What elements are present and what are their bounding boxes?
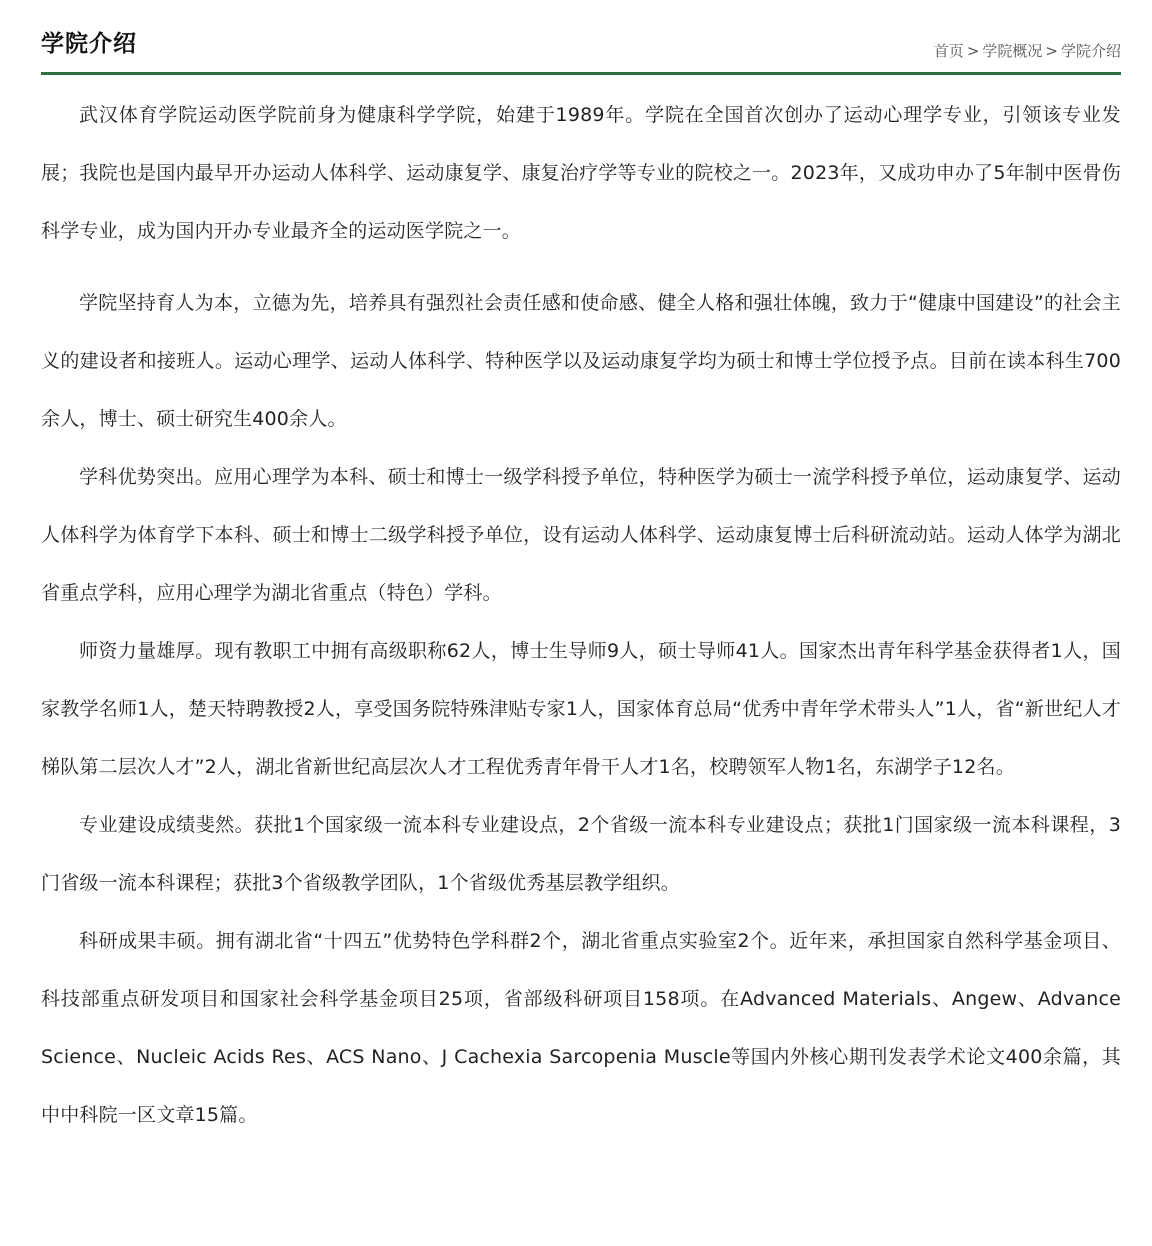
paragraph-history: 武汉体育学院运动医学院前身为健康科学学院，始建于1989年。学院在全国首次创办了运动心理学专业，引领该专业发展；我院也是国内最早开办运动人体科学、运动康复学、康复治疗学等专业的院校之一。2023年，又成功申办了5年制中医骨伤科学专业，成为国内开办专业最齐全的运动医学院之一。 xyxy=(41,104,1121,242)
page xyxy=(41,0,1121,1144)
breadcrumb-home-link[interactable]: 首页 xyxy=(933,42,964,60)
breadcrumb-separator: > xyxy=(966,42,980,60)
breadcrumb-overview-link[interactable]: 学院概况 xyxy=(982,42,1043,60)
paragraph-research: 科研成果丰硕。拥有湖北省“十四五”优势特色学科群2个，湖北省重点实验室2个。近年来，承担国家自然科学基金项目、科技部重点研发项目和国家社会科学基金项目25项，省部级科研项目158项。在Advanced Materials、Angew、Advance Science、Nucleic Acids Res、ACS Nano、J Cachexia Sarcopenia Muscle等国内外核心期刊发表学术论文400余篇，其中中科院一区文章15篇。 xyxy=(41,930,1121,1126)
paragraph-programs: 专业建设成绩斐然。获批1个国家级一流本科专业建设点，2个省级一流本科专业建设点；获批1门国家级一流本科课程，3门省级一流本科课程；获批3个省级教学团队，1个省级优秀基层教学组织。 xyxy=(41,814,1121,894)
breadcrumb-separator: > xyxy=(1045,42,1058,60)
paragraph-mission: 学院坚持育人为本，立德为先，培养具有强烈社会责任感和使命感、健全人格和强壮体魄，致力于“健康中国建设”的社会主义的建设者和接班人。运动心理学、运动人体科学、特种医学以及运动康复学均为硕士和博士学位授予点。目前在读本科生700余人，博士、硕士研究生400余人。 xyxy=(41,292,1121,430)
breadcrumb-current: 学院介绍 xyxy=(1060,42,1121,60)
page-title: 学院介绍 xyxy=(41,31,137,57)
paragraph-disciplines: 学科优势突出。应用心理学为本科、硕士和博士一级学科授予单位，特种医学为硕士一流学科授予单位，运动康复学、运动人体科学为体育学下本科、硕士和博士二级学科授予单位，设有运动人体科学、运动康复博士后科研流动站。运动人体学为湖北省重点学科，应用心理学为湖北省重点（特色）学科。 xyxy=(41,466,1121,604)
paragraph-spacer xyxy=(41,260,1121,274)
paragraph-faculty: 师资力量雄厚。现有教职工中拥有高级职称62人，博士生导师9人，硕士导师41人。国家杰出青年科学基金获得者1人，国家教学名师1人，楚天特聘教授2人，享受国务院特殊津贴专家1人，国家体育总局“优秀中青年学术带头人”1人，省“新世纪人才梯队第二层次人才”2人，湖北省新世纪高层次人才工程优秀青年骨干人才1名，校聘领军人物1名，东湖学子12名。 xyxy=(41,640,1121,778)
page-header xyxy=(41,0,1121,75)
breadcrumb xyxy=(934,40,1121,62)
article-body xyxy=(41,75,1121,1144)
